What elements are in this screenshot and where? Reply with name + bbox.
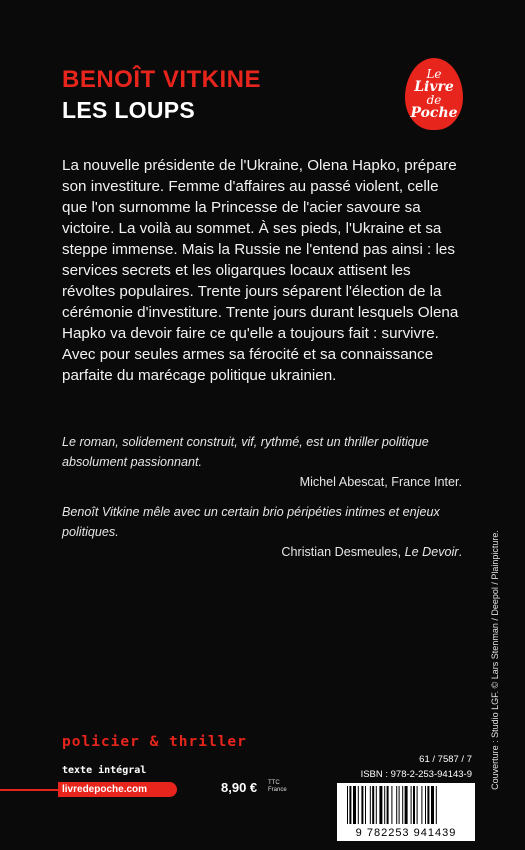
genre-label: policier & thriller	[62, 734, 247, 750]
logo-line-livre: Livre	[414, 79, 454, 95]
barcode-bar	[353, 786, 356, 824]
barcode-bar	[425, 786, 426, 824]
barcode-bar	[347, 786, 348, 824]
credit-text: Couverture : Studio LGF. © Lars Stenman / Deepol / Plainpicture.	[490, 530, 500, 790]
barcode-bar	[427, 786, 429, 824]
review-quote-2	[62, 502, 467, 562]
barcode-bar	[349, 786, 351, 824]
barcode-bar	[361, 786, 363, 824]
isbn: ISBN : 978-2-253-94143-9	[360, 769, 472, 780]
logo-line-de: de	[426, 93, 442, 107]
barcode-bar	[417, 786, 418, 824]
barcode-bar	[431, 786, 434, 824]
barcode-bar	[411, 786, 412, 824]
integral-label: texte intégral	[62, 765, 147, 776]
barcode-bar	[421, 786, 422, 824]
website-link[interactable]: livredepoche.com	[58, 782, 177, 797]
barcode-bar	[365, 786, 366, 824]
quote-source: Michel Abescat, France Inter.	[299, 475, 462, 489]
barcode-bar	[399, 786, 400, 824]
quote-source-period: .	[458, 545, 462, 559]
barcode-bars	[347, 786, 465, 824]
quote-source	[62, 542, 467, 562]
reference-code: 61 / 7587 / 7	[419, 754, 472, 765]
barcode-digits: 9 782253 941439	[355, 827, 457, 839]
barcode-bar	[391, 786, 392, 824]
author-name: BENOÎT VITKINE	[62, 66, 262, 93]
barcode-bar	[376, 786, 377, 824]
reference-block	[344, 752, 472, 782]
blurb-paragraph: La nouvelle présidente de l'Ukraine, Olena Hapko, prépare son investiture. Femme d'affaires au passé violent, celle que l'on surnomme la Princesse de l'acier savoure sa victoire. La voilà au sommet. À ses pieds, l'Ukraine et sa steppe immense. Mais la Russie ne l'entend pas ainsi : les services secrets et les oligarques locaux attisent les révoltes populaires. Trente jours séparent l'élection de la cérémonie d'investiture. Trente jours durant lesquels Olena Hapko va devoir faire ce qu'elle a toujours fait : survivre. Avec pour seules armes sa férocité et sa connaissance parfaite du marécage politique ukrainien.	[62, 157, 459, 384]
quote-text: Le roman, solidement construit, vif, rythmé, est un thriller politique absolument passionnant.	[62, 435, 429, 469]
barcode-bar	[413, 786, 415, 824]
price-ttc: TTC	[268, 780, 280, 786]
barcode-bar	[358, 786, 359, 824]
quote-source-author: Christian Desmeules,	[281, 545, 405, 559]
barcode-bar	[379, 786, 382, 824]
publisher-logo	[405, 58, 463, 130]
barcode-bar	[405, 786, 408, 824]
barcode-bar	[436, 786, 437, 824]
cover-credit	[490, 530, 515, 790]
barcode-bar	[370, 786, 371, 824]
quote-text: Benoît Vitkine mêle avec un certain brio péripéties intimes et enjeux politiques.	[62, 505, 440, 539]
book-title: LES LOUPS	[62, 97, 196, 123]
website-line	[0, 789, 58, 791]
barcode-bar	[384, 786, 385, 824]
review-quote-1	[62, 432, 467, 492]
blurb	[62, 155, 462, 386]
price-tax-note	[268, 780, 287, 794]
logo-line-poche: Poche	[410, 105, 458, 121]
logo-line-le: Le	[426, 67, 442, 81]
barcode	[337, 783, 475, 841]
barcode-bar	[396, 786, 397, 824]
barcode-bar	[372, 786, 374, 824]
barcode-bar	[402, 786, 403, 824]
barcode-bar	[387, 786, 389, 824]
price: 8,90 €	[221, 780, 258, 795]
quote-source-publication: Le Devoir	[404, 545, 459, 559]
price-country: France	[268, 787, 287, 793]
